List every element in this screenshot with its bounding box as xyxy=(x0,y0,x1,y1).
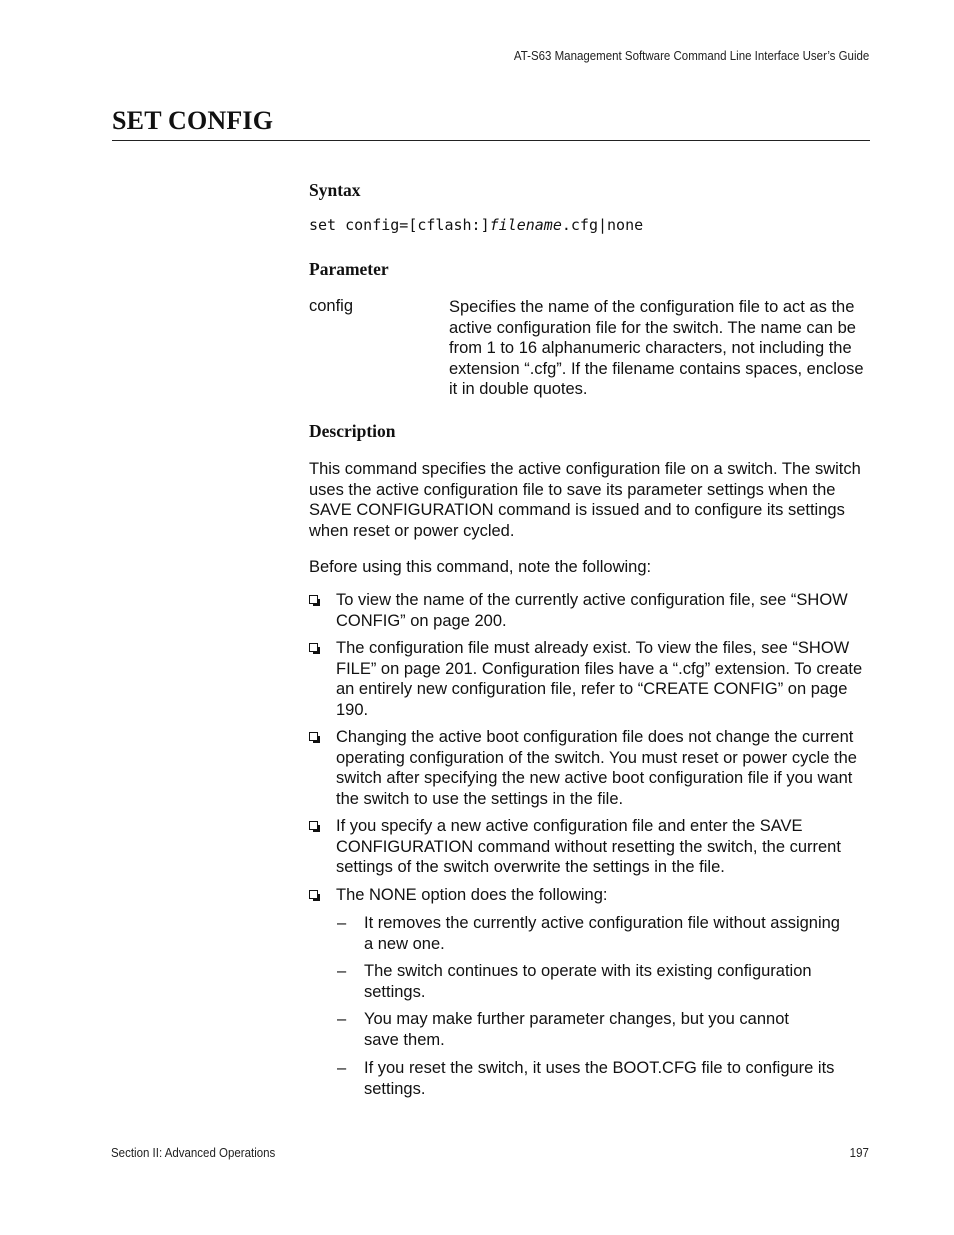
sub-list-text: It removes the currently active configuration file without assigning a new one. xyxy=(364,914,840,953)
bullet-text: To view the name of the currently active configuration file, see “SHOW CONFIG” on page 200. xyxy=(336,591,848,630)
dash-bullet: – xyxy=(337,1010,347,1028)
syntax-heading: Syntax xyxy=(309,180,361,200)
page-number: 197 xyxy=(849,1146,869,1160)
checkbox-bullet-icon xyxy=(309,732,318,741)
syntax-prefix: set config=[cflash:] xyxy=(309,216,490,234)
description-paragraph: This command specifies the active configuration file on a switch. The switch uses the active configuration file to save its parameter settings when the SAVE CONFIGURATION command is issued and to configure its settings when reset or power cycled. xyxy=(309,460,861,540)
sub-list-text: You may make further parameter changes, but you cannot save them. xyxy=(364,1010,789,1049)
checkbox-bullet-icon xyxy=(309,595,318,604)
checkbox-bullet-icon xyxy=(309,821,318,830)
dash-bullet: – xyxy=(337,1059,347,1077)
syntax-suffix: .cfg|none xyxy=(561,216,644,234)
title-rule xyxy=(112,140,870,141)
syntax-variable: filename xyxy=(489,216,562,234)
page-title: SET CONFIG xyxy=(112,106,274,135)
running-header: AT-S63 Management Software Command Line Interface User’s Guide xyxy=(513,49,869,63)
parameter-heading: Parameter xyxy=(309,259,389,279)
parameter-description: Specifies the name of the configuration file to act as the active configuration file for the switch. The name can be from 1 to 16 alphanumeric characters, not including the extension “.cfg”. If the filename contains spaces, enclose it in double quotes. xyxy=(449,298,864,398)
sub-list-text: If you reset the switch, it uses the BOOT.CFG file to configure its settings. xyxy=(364,1059,835,1098)
sub-list-text: The switch continues to operate with its existing configuration settings. xyxy=(364,962,812,1001)
description-paragraph: Before using this command, note the following: xyxy=(309,558,652,576)
description-heading: Description xyxy=(309,421,396,441)
bullet-text: If you specify a new active configuration file and enter the SAVE CONFIGURATION command without resetting the switch, the current settings of the switch overwrite the settings in the file. xyxy=(336,817,841,876)
checkbox-bullet-icon xyxy=(309,890,318,899)
parameter-name: config xyxy=(309,297,354,315)
footer-section: Section II: Advanced Operations xyxy=(111,1146,276,1160)
dash-bullet: – xyxy=(337,962,347,980)
checkbox-bullet-icon xyxy=(309,643,318,652)
syntax-code xyxy=(309,216,643,234)
bullet-text: Changing the active boot configuration file does not change the current operating configuration of the switch. You must reset or power cycle the switch after specifying the new active boot configuration file if you want the switch to use the settings in the file. xyxy=(336,728,857,808)
dash-bullet: – xyxy=(337,914,347,932)
bullet-text: The NONE option does the following: xyxy=(336,886,608,904)
bullet-text: The configuration file must already exist. To view the files, see “SHOW FILE” on page 201. Configuration files have a “.cfg” extension. To create an entirely new configuration file, refer to “CREATE CONFIG” on page 190. xyxy=(336,639,863,719)
